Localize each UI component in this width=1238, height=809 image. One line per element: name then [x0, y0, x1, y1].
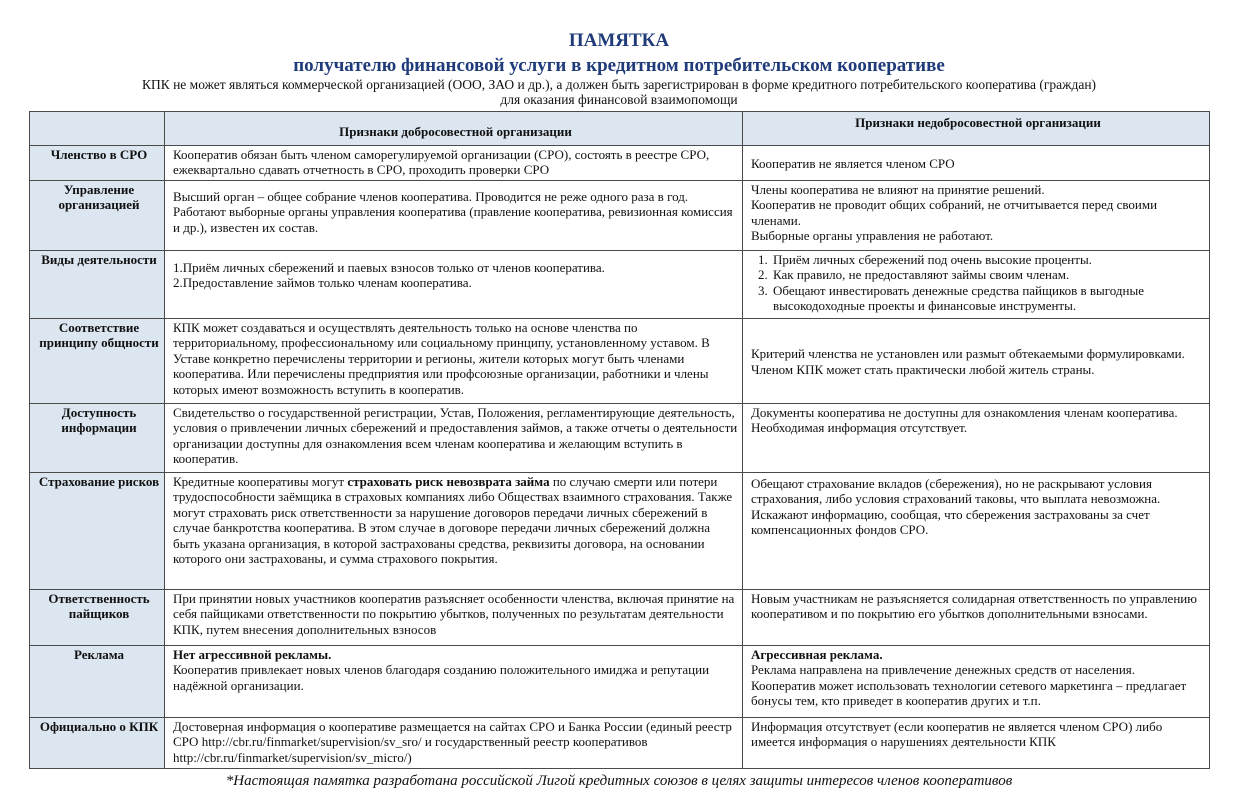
- page-subtitle: получателю финансовой услуги в кредитном потребительском кооперативе: [293, 55, 945, 76]
- good-insurance-bold: страховать риск невозврата займа: [347, 474, 550, 489]
- good-advertising: [165, 646, 743, 718]
- table-row: [30, 646, 1210, 718]
- table-row: [30, 319, 1210, 404]
- bad-official: Информация отсутствует (если кооператив не является членом СРО) либо имеется информация о нарушениях деятельности КПК: [743, 718, 1210, 769]
- good-official: Достоверная информация о кооперативе размещается на сайтах СРО и Банка России (единый реестр СРО http://cbr.ru/finmarket/supervision/sv_sro/ и государственный реестр кооперативов http://cbr.ru/finmarket/supervision/sv_micro/): [165, 718, 743, 769]
- good-information: Свидетельство о государственной регистрации, Устав, Положения, регламентирующие деятельность, условия о привлечении личных сбережений и предоставления займов, а также отчеты о деятельности организации доступны для ознакомления всем членам кооператива и желающим вступить в кооператив.: [165, 404, 743, 473]
- bad-insurance-text: Обещают страхование вкладов (сбережения), но не раскрывают условия страхования, либо условия страхований таковы, что выплата невозможна. Искажают информацию, сообщая, что сбережения застрахованы за счет компенсационных фондов СРО.: [751, 476, 1161, 538]
- good-liability: При принятии новых участников кооператив разъясняет особенности членства, включая принятие на себя пайщиками ответственности по покрытию убытков, полученных по результатам деятельности КПК, путем внесения дополнительных взносов: [165, 590, 743, 646]
- table-row: [30, 718, 1210, 769]
- row-label-information: Доступность информации: [30, 404, 165, 473]
- header-bad-signs: Признаки недобросовестной организации: [743, 112, 1210, 146]
- list-item: 2. Как правило, не предоставляют займы своим членам.: [771, 267, 1205, 282]
- table-row: [30, 181, 1210, 251]
- header-good-signs: Признаки добросовестной организации: [165, 112, 743, 146]
- bad-activities-list: [751, 252, 1205, 314]
- comparison-table: [29, 111, 1210, 769]
- table-row: [30, 404, 1210, 473]
- bad-information: Документы кооператива не доступны для ознакомления членам кооператива. Необходимая информация отсутствует.: [743, 404, 1210, 473]
- good-commonality: КПК может создаваться и осуществлять деятельность только на основе членства по территориальному, профессиональному или социальному принципу, установленному уставом. В Уставе конкретно перечислены территории и регионы, жители которых могут быть членами кооператива. Или перечислены предприятия или профсоюзные организации, работники и члены которых имеют возможность вступить в кооператив.: [165, 319, 743, 404]
- bad-management-line-3: Выборные органы управления не работают.: [751, 228, 994, 244]
- table-row: [30, 473, 1210, 590]
- intro-line-2: для оказания финансовой взаимопомощи: [500, 92, 738, 107]
- footer-note: *Настоящая памятка разработана российской Лигой кредитных союзов в целях защиты интересов членов кооперативов: [225, 773, 1013, 789]
- list-item: 1. Приём личных сбережений под очень высокие проценты.: [771, 252, 1205, 267]
- good-activities: [165, 251, 743, 319]
- table-row: [30, 251, 1210, 319]
- table-row: [30, 590, 1210, 646]
- good-management: [165, 181, 743, 251]
- bad-management-line-2: Кооператив не проводит общих собраний, не отчитывается перед своими членами.: [751, 197, 1158, 228]
- intro-text: [60, 77, 1178, 107]
- bad-advertising-heading: Агрессивная реклама.: [751, 647, 883, 662]
- bad-commonality: Критерий членства не установлен или размыт обтекаемыми формулировками. Членом КПК может стать практически любой житель страны.: [743, 319, 1210, 404]
- bad-management-line-1: Члены кооператива не влияют на принятие решений.: [751, 182, 1045, 197]
- good-activities-item-2: 2.Предоставление займов только членам кооператива.: [173, 275, 472, 291]
- good-advertising-text: Кооператив привлекает новых членов благодаря созданию положительного имиджа и репутации надёжной организации.: [173, 662, 710, 693]
- bad-advertising: [743, 646, 1210, 718]
- list-item: 3. Обещают инвестировать денежные средства пайщиков в выгодные высокодоходные проекты и финансовые инструменты.: [771, 283, 1205, 314]
- row-label-advertising: Реклама: [30, 646, 165, 718]
- bad-advertising-line-2: Кооператив может использовать технологии сетевого маркетинга – предлагает бонусы тем, кто приведет в кооператив других и т.п.: [751, 677, 1187, 709]
- good-sro: Кооператив обязан быть членом саморегулируемой организации (СРО), состоять в реестре СРО, ежеквартально сдавать отчетность в СРО, проходить проверки СРО: [165, 146, 743, 181]
- row-label-management: Управление организацией: [30, 181, 165, 251]
- good-advertising-heading: Нет агрессивной рекламы.: [173, 647, 332, 662]
- good-insurance-pre: Кредитные кооперативы могут: [173, 474, 348, 489]
- row-label-sro: Членство в СРО: [30, 146, 165, 181]
- bad-insurance: [743, 473, 1210, 590]
- row-label-official: Официально о КПК: [30, 718, 165, 769]
- good-insurance: [165, 473, 743, 590]
- row-label-activities: Виды деятельности: [30, 251, 165, 319]
- table-header-row: [30, 112, 1210, 146]
- table-row: [30, 146, 1210, 181]
- intro-line-1: КПК не может являться коммерческой организацией (ООО, ЗАО и др.), а должен быть зарегистрирован в форме кредитного потребительского кооператива (граждан): [141, 77, 1097, 92]
- page-title: ПАМЯТКА: [568, 30, 670, 51]
- bad-liability: Новым участникам не разъясняется солидарная ответственность по управлению кооперативом и по покрытию его убытков дополнительными взносами.: [743, 590, 1210, 646]
- good-insurance-post: по случаю смерти или потери трудоспособности заёмщика в страховых компаниях либо Обществах взаимного страхования. Также могут страховать риск ответственности за нарушение договоров передачи личных сбережений в случае банкротства кооператива. В этом случае в договоре передачи личных сбережений должна быть указана организация, в которой застрахованы средства, реквизиты договора, на основании которого они застрахованы, и сумма страхового покрытия.: [173, 474, 733, 567]
- header-empty-cell: [30, 112, 165, 146]
- row-label-insurance: Страхование рисков: [30, 473, 165, 590]
- good-management-text: Высший орган – общее собрание членов кооператива. Проводится не реже одного раза в год. Работают выборные органы управления кооператива (правление кооператива, ревизионная комиссия и др.), известен их состав.: [173, 189, 733, 235]
- bad-sro: Кооператив не является членом СРО: [743, 146, 1210, 181]
- bad-activities: [743, 251, 1210, 319]
- bad-management: [743, 181, 1210, 251]
- bad-advertising-line-1: Реклама направлена на привлечение денежных средств от населения.: [751, 662, 1136, 678]
- row-label-commonality: Соответствие принципу общности: [30, 319, 165, 404]
- good-activities-item-1: 1.Приём личных сбережений и паевых взносов только от членов кооператива.: [173, 260, 605, 275]
- row-label-liability: Ответственность пайщиков: [30, 590, 165, 646]
